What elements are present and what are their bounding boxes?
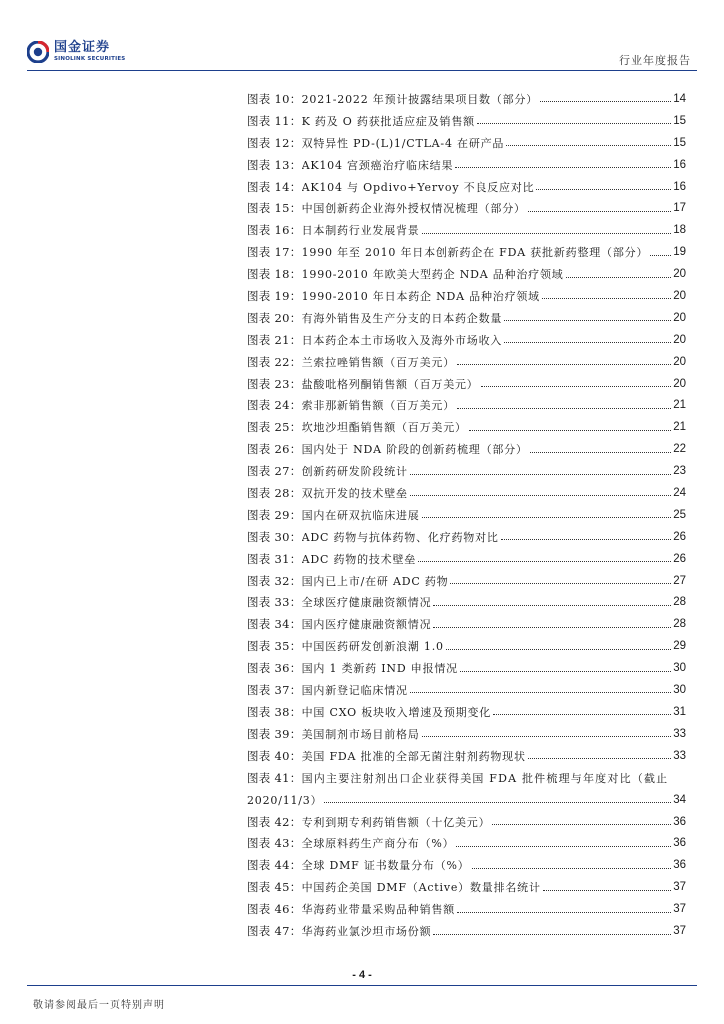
- toc-entry-label: 图表 15：: [247, 201, 302, 216]
- toc-entry-label: 图表 21：: [247, 332, 302, 347]
- toc-dot-leader: [422, 517, 672, 518]
- toc-entry-title: 全球医疗健康融资额情况: [301, 596, 432, 610]
- toc-entry-label: 图表 12：: [247, 135, 302, 150]
- toc-entry-page: 15: [673, 114, 686, 127]
- toc-entry-label: 图表 35：: [247, 639, 302, 654]
- toc-entry-line: [247, 767, 686, 789]
- toc-entry-title: 国内医疗健康融资额情况: [301, 618, 432, 632]
- toc-entry-title: 国内在研双抗临床进展: [301, 508, 420, 522]
- toc-entry-label: 图表 31：: [247, 551, 302, 566]
- toc-entry-label: 图表 18：: [247, 267, 302, 282]
- toc-entry-title: ADC 药物与抗体药物、化疗药物对比: [301, 530, 499, 544]
- toc-entry-page: 28: [673, 618, 686, 631]
- toc-entry[interactable]: [247, 132, 686, 154]
- toc-entry-page: 21: [673, 399, 686, 412]
- toc-entry-page: 24: [673, 486, 686, 499]
- toc-entry-title: 中国医药研发创新浪潮 1.0: [301, 640, 444, 654]
- toc-entry[interactable]: [247, 504, 686, 526]
- toc-entry[interactable]: [247, 679, 686, 701]
- toc-entry-title: 国内 1 类新药 IND 申报情况: [301, 662, 458, 676]
- toc-entry-label: 图表 44：: [247, 858, 302, 873]
- toc-entry[interactable]: [247, 657, 686, 679]
- toc-entry-title: 全球原料药生产商分布（%）: [301, 837, 455, 851]
- toc-entry[interactable]: [247, 548, 686, 570]
- toc-dot-leader: [433, 627, 671, 628]
- toc-dot-leader: [477, 123, 671, 124]
- toc-entry[interactable]: [247, 767, 686, 811]
- toc-entry[interactable]: [247, 110, 686, 132]
- toc-entry[interactable]: [247, 635, 686, 657]
- toc-dot-leader: [410, 692, 671, 693]
- toc-entry-title: 盐酸吡格列酮销售额（百万美元）: [301, 377, 479, 391]
- toc-dot-leader: [418, 561, 671, 562]
- toc-entry-page: 20: [673, 268, 686, 281]
- toc-entry-title: 国内新登记临床情况: [301, 683, 408, 697]
- toc-entry[interactable]: [247, 219, 686, 241]
- toc-entry-title: 双特异性 PD-(L)1/CTLA-4 在研产品: [301, 136, 505, 150]
- toc-dot-leader: [566, 277, 672, 278]
- toc-entry-title: 全球 DMF 证书数量分布（%）: [301, 859, 470, 873]
- toc-dot-leader: [422, 233, 672, 234]
- toc-dot-leader: [528, 211, 671, 212]
- toc-entry-page: 37: [673, 925, 686, 937]
- toc-dot-leader: [540, 101, 671, 102]
- toc-entry[interactable]: [247, 920, 686, 942]
- toc-entry-title: 中国 CXO 板块收入增速及预期变化: [301, 705, 492, 719]
- report-type-label: 行业年度报告: [619, 54, 691, 67]
- toc-entry-page: 36: [673, 837, 686, 850]
- toc-entry-line: [247, 789, 686, 811]
- toc-entry-title: AK104 与 Opdivo+Yervoy 不良反应对比: [301, 180, 535, 194]
- toc-entry-label: 图表 34：: [247, 617, 302, 632]
- toc-entry-page: 28: [673, 596, 686, 609]
- toc-entry[interactable]: [247, 307, 686, 329]
- toc-entry-label: 图表 33：: [247, 595, 302, 610]
- company-logo: [27, 41, 125, 63]
- toc-entry-page: 25: [673, 508, 686, 521]
- toc-entry[interactable]: [247, 745, 686, 767]
- toc-entry[interactable]: [247, 701, 686, 723]
- toc-entry-label: 图表 11：: [247, 113, 302, 128]
- toc-entry-title: 日本制药行业发展背景: [301, 224, 420, 238]
- toc-entry-page: 16: [673, 158, 686, 171]
- toc-entry-title: 中国创新药企业海外授权情况梳理（部分）: [301, 202, 526, 216]
- toc-entry[interactable]: [247, 482, 686, 504]
- toc-entry-page: 17: [673, 202, 686, 215]
- toc-entry[interactable]: [247, 613, 686, 635]
- toc-entry-title: 华海药业带量采购品种销售额: [301, 903, 455, 917]
- toc-entry-label: 图表 16：: [247, 223, 302, 238]
- toc-entry-page: 23: [673, 465, 686, 478]
- toc-dot-leader: [450, 583, 671, 584]
- toc-entry-label: 图表 29：: [247, 507, 302, 522]
- toc-entry[interactable]: [247, 263, 686, 285]
- toc-entry[interactable]: [247, 394, 686, 416]
- toc-entry[interactable]: [247, 241, 686, 263]
- toc-entry-title: 双抗开发的技术壁垒: [301, 486, 408, 500]
- toc-entry-page: 20: [673, 311, 686, 324]
- toc-dot-leader: [457, 364, 671, 365]
- footer-divider: [27, 985, 697, 986]
- figure-list: [247, 88, 686, 942]
- toc-entry-label: 图表 40：: [247, 748, 302, 763]
- toc-entry-page: 21: [673, 421, 686, 434]
- toc-entry[interactable]: [247, 811, 686, 833]
- toc-dot-leader: [469, 430, 671, 431]
- toc-dot-leader: [472, 868, 672, 869]
- toc-entry[interactable]: [247, 197, 686, 219]
- toc-entry-label: 图表 43：: [247, 836, 302, 851]
- toc-entry-label: 图表 26：: [247, 442, 302, 457]
- logo-english-name: SINOLINK SECURITIES: [54, 56, 126, 62]
- toc-dot-leader: [543, 890, 671, 891]
- toc-entry-title: ADC 药物的技术壁垒: [301, 552, 417, 566]
- toc-entry[interactable]: [247, 833, 686, 855]
- toc-entry-label: 图表 32：: [247, 573, 302, 588]
- header-divider: [27, 70, 697, 71]
- toc-entry-title: AK104 宫颈癌治疗临床结果: [301, 158, 454, 172]
- toc-entry[interactable]: [247, 854, 686, 876]
- toc-entry-label: 图表 41：: [247, 770, 302, 785]
- toc-entry-page: 22: [673, 443, 686, 456]
- toc-dot-leader: [422, 736, 672, 737]
- toc-entry[interactable]: [247, 570, 686, 592]
- toc-dot-leader: [504, 342, 671, 343]
- toc-entry-label: 图表 46：: [247, 902, 302, 917]
- toc-entry-page: 20: [673, 377, 686, 390]
- toc-entry-label: 图表 28：: [247, 485, 302, 500]
- toc-entry-label: 图表 13：: [247, 157, 302, 172]
- toc-dot-leader: [536, 189, 671, 190]
- toc-dot-leader: [457, 912, 671, 913]
- toc-dot-leader: [410, 495, 671, 496]
- toc-entry-title: 华海药业氯沙坦市场份额: [301, 925, 432, 938]
- toc-entry-label: 图表 39：: [247, 726, 302, 741]
- toc-entry-page: 30: [673, 662, 686, 675]
- logo-text: [54, 41, 125, 63]
- toc-dot-leader: [455, 167, 671, 168]
- toc-entry-title: 1990 年至 2010 年日本创新药企在 FDA 获批新药整理（部分）: [301, 246, 649, 260]
- toc-entry-title: 美国 FDA 批准的全部无菌注射剂药物现状: [301, 749, 526, 763]
- toc-entry-label: 图表 14：: [247, 179, 302, 194]
- toc-dot-leader: [493, 714, 671, 715]
- toc-entry-page: 31: [673, 705, 686, 718]
- toc-dot-leader: [410, 474, 671, 475]
- toc-entry-title: 兰索拉唑销售额（百万美元）: [301, 355, 455, 369]
- toc-entry-label: 图表 38：: [247, 704, 302, 719]
- toc-entry-page: 34: [673, 793, 686, 806]
- toc-entry-page: 33: [673, 749, 686, 762]
- toc-entry-page: 33: [673, 727, 686, 740]
- toc-entry-title: 索非那新销售额（百万美元）: [301, 399, 455, 413]
- toc-entry-page: 37: [673, 881, 686, 894]
- toc-dot-leader: [528, 758, 671, 759]
- toc-entry-title: 中国药企美国 DMF（Active）数量排名统计: [301, 881, 541, 895]
- toc-entry[interactable]: [247, 416, 686, 438]
- toc-entry-page: 20: [673, 355, 686, 368]
- toc-dot-leader: [460, 671, 671, 672]
- toc-entry-title: 2021-2022 年预计披露结果项目数（部分）: [301, 92, 538, 106]
- toc-entry-title: 美国制剂市场目前格局: [301, 727, 420, 741]
- toc-entry[interactable]: [247, 460, 686, 482]
- toc-dot-leader: [457, 408, 671, 409]
- toc-entry-title: 1990-2010 年欧美大型药企 NDA 品种治疗领域: [301, 268, 564, 282]
- toc-dot-leader: [504, 320, 671, 321]
- toc-entry-title-continued: 2020/11/3）: [247, 793, 323, 807]
- toc-entry-label: 图表 19：: [247, 288, 302, 303]
- toc-entry-label: 图表 10：: [247, 91, 302, 106]
- toc-entry-page: 36: [673, 815, 686, 828]
- toc-dot-leader: [481, 386, 672, 387]
- toc-entry[interactable]: [247, 154, 686, 176]
- toc-entry-title: 专利到期专利药销售额（十亿美元）: [301, 815, 491, 829]
- toc-entry-page: 30: [673, 683, 686, 696]
- toc-entry-title: 国内处于 NDA 阶段的创新药梳理（部分）: [301, 443, 528, 457]
- toc-entry-label: 图表 24：: [247, 398, 302, 413]
- sinolink-logo-icon: [27, 41, 49, 63]
- toc-entry[interactable]: [247, 88, 686, 110]
- toc-entry-page: 20: [673, 289, 686, 302]
- toc-entry-page: 16: [673, 180, 686, 193]
- toc-entry-label: 图表 30：: [247, 529, 302, 544]
- toc-dot-leader: [324, 802, 671, 803]
- toc-entry-page: 26: [673, 530, 686, 543]
- toc-entry-title: 创新药研发阶段统计: [301, 465, 408, 479]
- toc-dot-leader: [542, 298, 671, 299]
- toc-dot-leader: [456, 846, 671, 847]
- toc-entry-page: 36: [673, 859, 686, 872]
- toc-entry-title: K 药及 O 药获批适应症及销售额: [301, 114, 475, 128]
- toc-entry[interactable]: [247, 285, 686, 307]
- toc-entry-label: 图表 45：: [247, 880, 302, 895]
- toc-entry-page: 18: [673, 224, 686, 237]
- toc-dot-leader: [433, 934, 671, 935]
- toc-entry-label: 图表 37：: [247, 682, 302, 697]
- toc-dot-leader: [650, 255, 671, 256]
- toc-entry-title: 日本药企本土市场收入及海外市场收入: [301, 333, 503, 347]
- toc-entry[interactable]: [247, 438, 686, 460]
- toc-entry[interactable]: [247, 176, 686, 198]
- toc-entry-page: 19: [673, 246, 686, 259]
- toc-entry[interactable]: [247, 898, 686, 920]
- toc-entry[interactable]: [247, 526, 686, 548]
- toc-entry[interactable]: [247, 351, 686, 373]
- toc-entry-page: 20: [673, 333, 686, 346]
- toc-entry-title: 国内主要注射剂出口企业获得美国 FDA 批件梳理与年度对比（截止: [301, 771, 669, 785]
- toc-entry-page: 27: [673, 574, 686, 587]
- footer-disclaimer: 敬请参阅最后一页特别声明: [33, 1000, 165, 1011]
- toc-dot-leader: [433, 605, 671, 606]
- toc-entry[interactable]: [247, 373, 686, 395]
- toc-entry[interactable]: [247, 723, 686, 745]
- toc-entry-label: 图表 23：: [247, 376, 302, 391]
- toc-entry-title: 国内已上市/在研 ADC 药物: [301, 574, 449, 588]
- toc-entry-title: 坎地沙坦酯销售额（百万美元）: [301, 421, 467, 435]
- toc-entry-label: 图表 17：: [247, 245, 302, 260]
- toc-dot-leader: [492, 824, 671, 825]
- toc-entry-page: 15: [673, 136, 686, 149]
- toc-entry-label: 图表 25：: [247, 420, 302, 435]
- toc-dot-leader: [446, 649, 671, 650]
- toc-dot-leader: [501, 539, 672, 540]
- toc-entry-title: 有海外销售及生产分支的日本药企数量: [301, 311, 503, 325]
- toc-dot-leader: [506, 145, 671, 146]
- page-number: - 4 -: [352, 969, 372, 981]
- toc-entry-label: 图表 36：: [247, 661, 302, 676]
- toc-entry[interactable]: [247, 591, 686, 613]
- toc-entry-page: 14: [673, 92, 686, 105]
- toc-entry-title: 1990-2010 年日本药企 NDA 品种治疗领域: [301, 289, 540, 303]
- toc-entry-page: 37: [673, 903, 686, 916]
- toc-entry-label: 图表 20：: [247, 310, 302, 325]
- toc-entry[interactable]: [247, 876, 686, 898]
- page-header: [0, 0, 724, 78]
- toc-entry-label: 图表 47：: [247, 924, 302, 938]
- toc-entry[interactable]: [247, 329, 686, 351]
- toc-entry-label: 图表 27：: [247, 464, 302, 479]
- toc-entry-label: 图表 22：: [247, 354, 302, 369]
- toc-entry-page: 26: [673, 552, 686, 565]
- logo-chinese-name: 国金证券: [54, 40, 111, 55]
- toc-entry-label: 图表 42：: [247, 814, 302, 829]
- toc-dot-leader: [530, 452, 671, 453]
- toc-entry-page: 29: [673, 640, 686, 653]
